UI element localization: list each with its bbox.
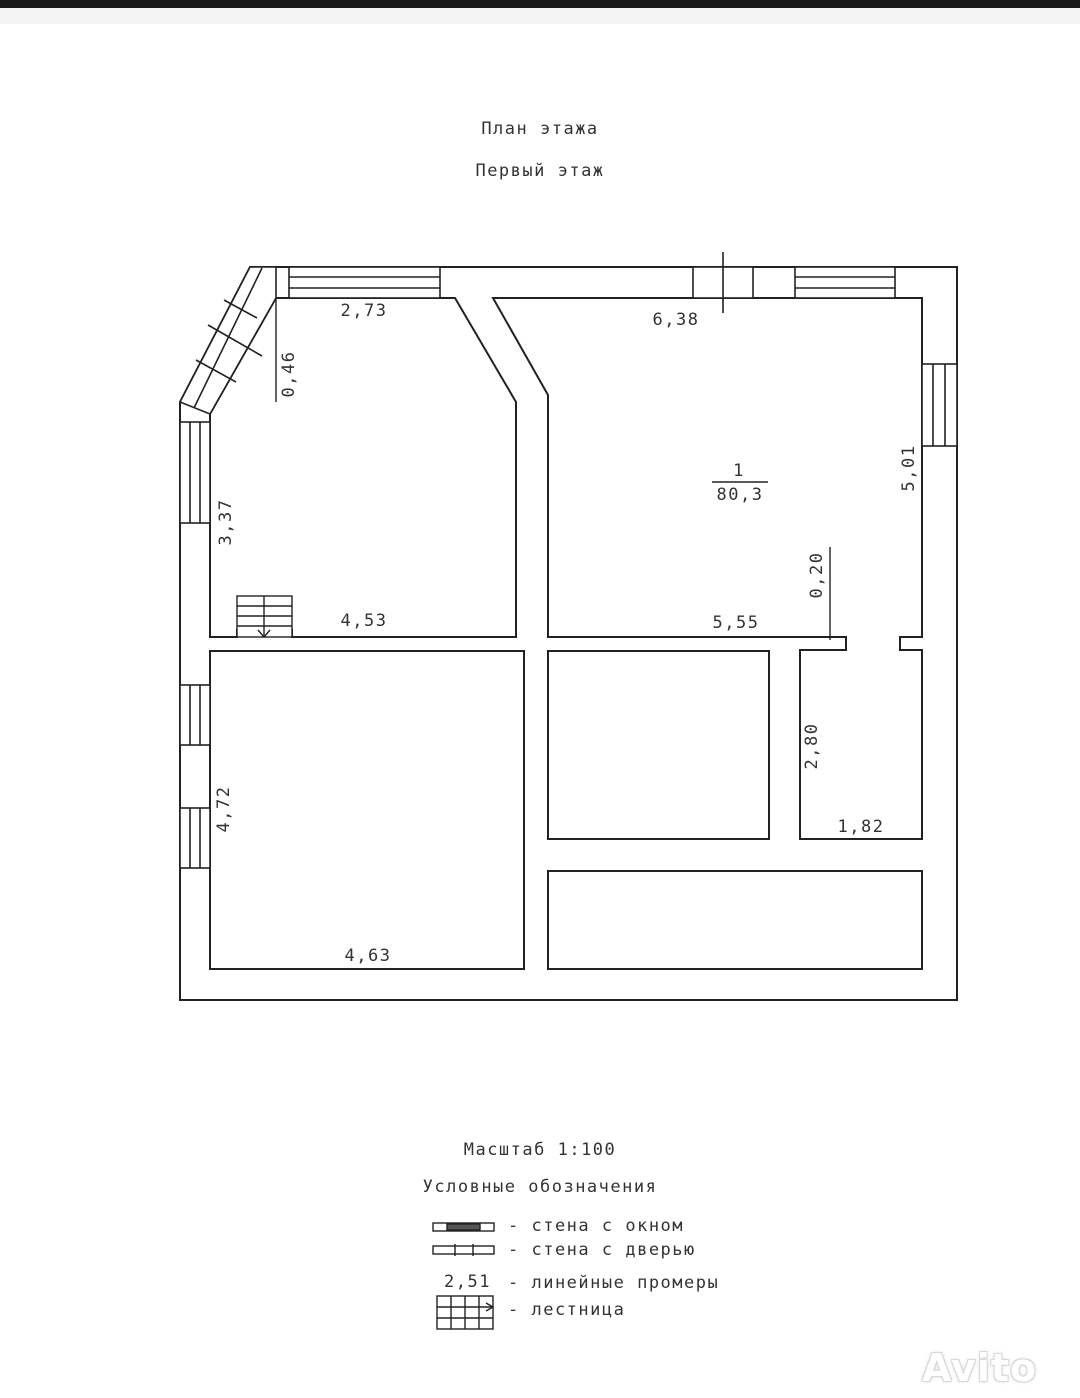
- window-left-3: [180, 808, 210, 868]
- legend-wall-window-text: - стена с окном: [508, 1216, 685, 1236]
- dim-182: 1,82: [837, 817, 885, 837]
- window-diagonal: [180, 267, 276, 414]
- room-area: 80,3: [716, 485, 764, 505]
- dim-638: 6,38: [652, 310, 700, 330]
- room-bottom-right: [548, 871, 922, 969]
- legend-dimension-text: - линейные промеры: [508, 1273, 720, 1293]
- dim-453: 4,53: [340, 611, 388, 631]
- dim-337: 3,37: [216, 498, 236, 546]
- dim-020: 0,20: [807, 551, 827, 599]
- legend-wall-door-text: - стена с дверью: [508, 1240, 696, 1260]
- window-left-2: [180, 685, 210, 745]
- plan-title: План этажа: [481, 119, 599, 139]
- room-number: 1: [733, 461, 745, 481]
- window-top-1: [289, 267, 440, 298]
- scale-label: Масштаб 1:100: [463, 1140, 617, 1160]
- room-top-left: [210, 298, 516, 637]
- legend-stairs-text: - лестница: [508, 1300, 626, 1320]
- window-right: [922, 364, 957, 446]
- legend-stairs-icon: [437, 1296, 493, 1329]
- room-1-outline: [493, 298, 922, 839]
- window-top-2: [795, 267, 895, 298]
- legend-title: Условные обозначения: [422, 1177, 658, 1197]
- dim-501: 5,01: [899, 444, 919, 492]
- dim-280: 2,80: [802, 722, 822, 770]
- legend-dimension-sample: 2,51: [444, 1272, 491, 1292]
- room-bottom-left: [210, 651, 524, 969]
- avito-watermark-logo: Avito: [922, 1346, 1038, 1390]
- dim-555: 5,55: [712, 613, 760, 633]
- window-left-1: [180, 422, 210, 523]
- room-middle: [548, 651, 769, 839]
- dim-273: 2,73: [340, 301, 388, 321]
- plan-subtitle: Первый этаж: [475, 161, 605, 181]
- stairs-icon: [237, 596, 292, 637]
- dim-472: 4,72: [214, 785, 234, 833]
- door-top: [693, 252, 753, 313]
- legend-wall-window-icon: [433, 1223, 494, 1231]
- dim-463: 4,63: [344, 946, 392, 966]
- legend-wall-door-icon: [433, 1244, 494, 1256]
- dim-046: 0,46: [279, 350, 299, 398]
